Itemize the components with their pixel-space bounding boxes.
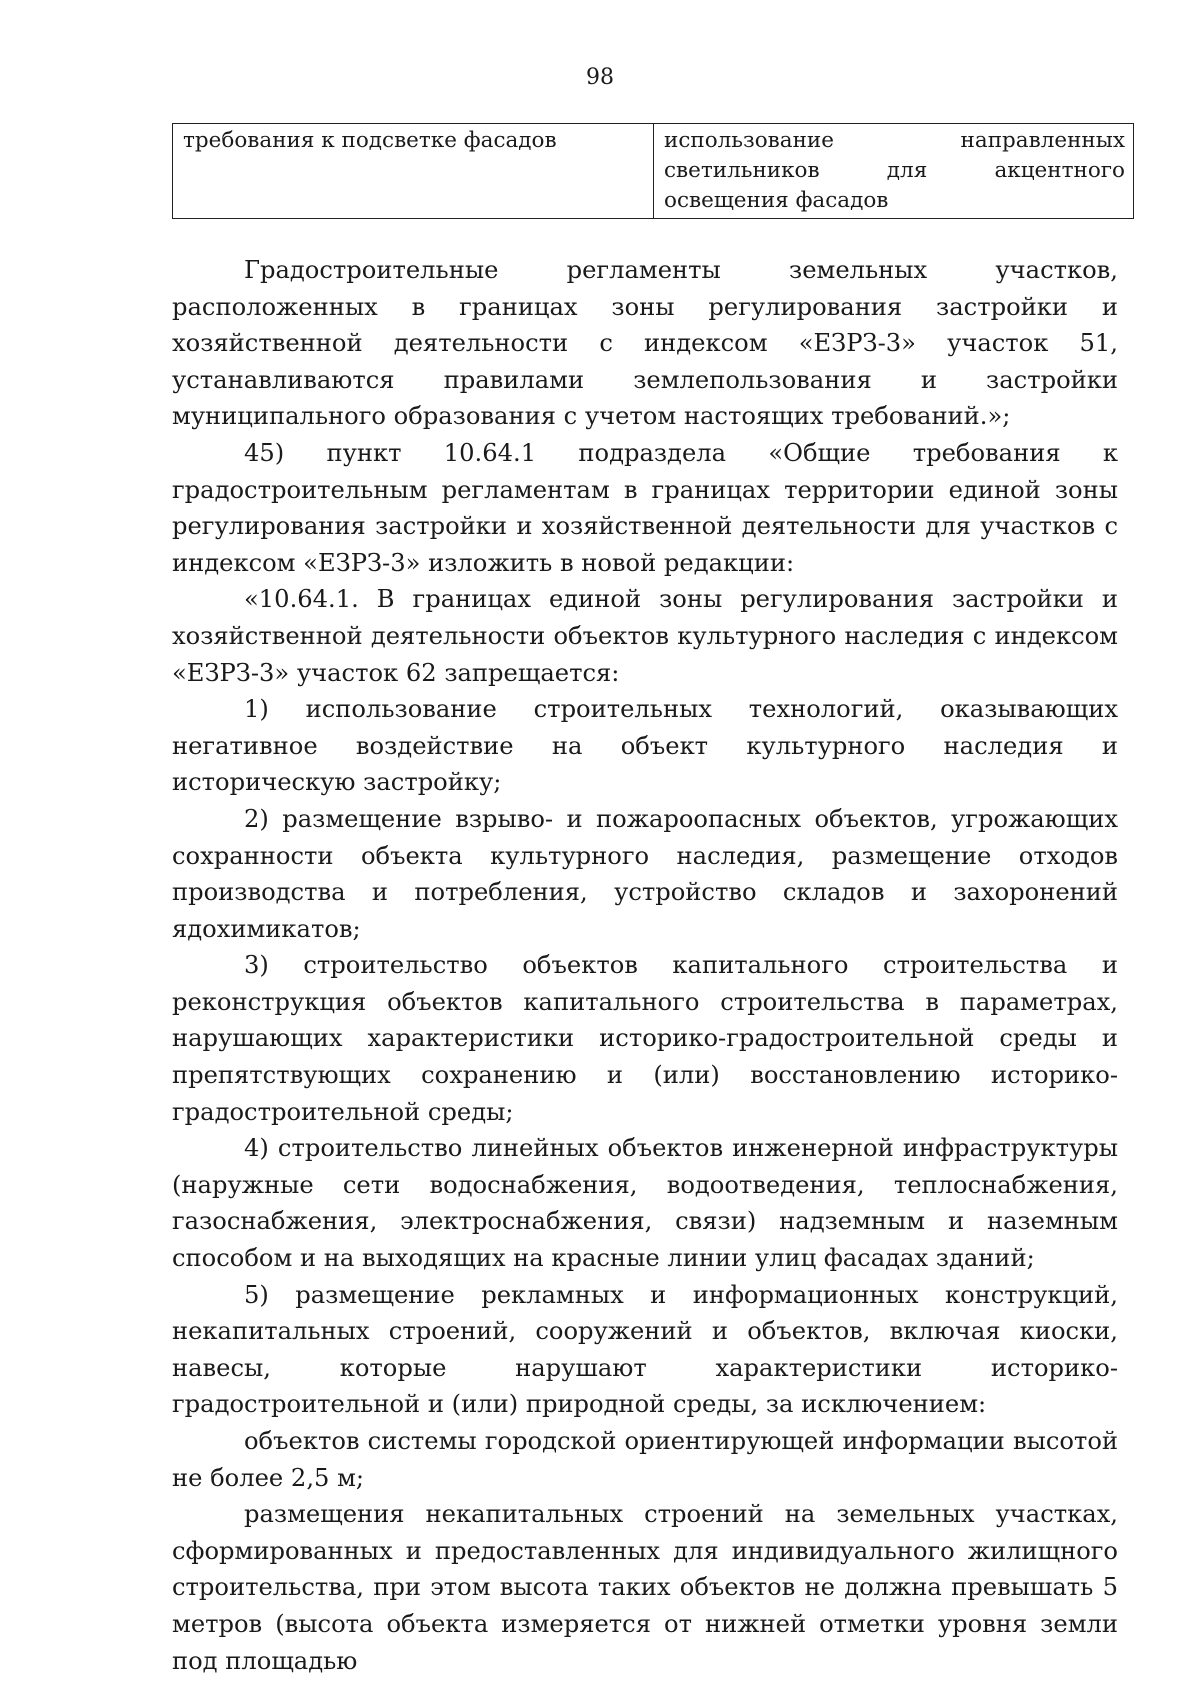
document-body <box>172 252 1118 1679</box>
paragraph-exception-2: размещения некапитальных строений на земельных участках, сформированных и предоставленных для индивидуального жилищного строительства, при этом высота таких объектов не должна превышать 5 метров (высота объекта измеряется от нижней отметки уровня земли под площадью <box>172 1500 1118 1675</box>
paragraph-prohibition-5: 5) размещение рекламных и информационных конструкций, некапитальных строений, сооружений и объектов, включая киоски, навесы, которые нарушают характеристики историко-градостроительной и (или) природной среды, за исключением: <box>172 1280 1118 1419</box>
page-number: 98 <box>586 65 614 90</box>
table-row <box>173 124 1134 219</box>
paragraph-prohibition-3: 3) строительство объектов капитального строительства и реконструкция объектов капитального строительства в параметрах, нарушающих характеристики историко-градостроительной среды и препятствующих сохранению и (или) восстановлению историко-градостроительной среды; <box>172 951 1118 1126</box>
paragraph-item-45: 45) пункт 10.64.1 подраздела «Общие требования к градостроительным регламентам в границах территории единой зоны регулирования застройки и хозяйственной деятельности для участков с индексом «ЕЗРЗ-3» изложить в новой редакции: <box>172 438 1118 577</box>
paragraph-prohibition-2: 2) размещение взрыво- и пожароопасных объектов, угрожающих сохранности объекта культурного наследия, размещение отходов производства и потребления, устройство складов и захоронений ядохимикатов; <box>172 804 1118 943</box>
table-cell-value: использование направленных светильников для акцентного освещения фасадов <box>654 124 1134 219</box>
paragraph-prohibition-4: 4) строительство линейных объектов инженерной инфраструктуры (наружные сети водоснабжения, водоотведения, теплоснабжения, газоснабжения, электроснабжения, связи) надземным и наземным способом и на выходящих на красные линии улиц фасадах зданий; <box>172 1134 1118 1273</box>
paragraph-prohibition-1: 1) использование строительных технологий, оказывающих негативное воздействие на объект культурного наследия и историческую застройку; <box>172 695 1118 797</box>
paragraph-exception-1: объектов системы городской ориентирующей информации высотой не более 2,5 м; <box>172 1427 1118 1492</box>
requirements-table <box>172 123 1134 219</box>
paragraph-regulations: Градостроительные регламенты земельных участков, расположенных в границах зоны регулирования застройки и хозяйственной деятельности с индексом «ЕЗРЗ-3» участок 51, устанавливаются правилами землепользования и застройки муниципального образования с учетом настоящих требований.»; <box>172 256 1118 431</box>
table-cell-requirement: требования к подсветке фасадов <box>173 124 654 219</box>
paragraph-clause-10-64-1: «10.64.1. В границах единой зоны регулирования застройки и хозяйственной деятельности объектов культурного наследия с индексом «ЕЗРЗ-3» участок 62 запрещается: <box>172 585 1118 687</box>
